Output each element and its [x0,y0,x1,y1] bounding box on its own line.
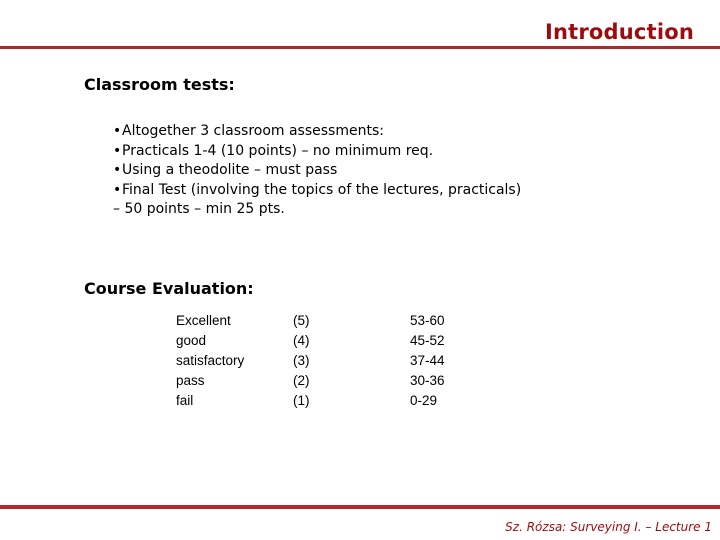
grade-range: 53-60 [410,313,445,328]
bullet-icon: • [113,181,122,198]
table-row [176,351,476,371]
table-row [176,311,476,331]
grade-mark: (3) [293,353,310,368]
grade-table [176,311,476,411]
grade-name: fail [176,393,194,408]
title-divider [0,46,720,49]
grade-range: 30-36 [410,373,445,388]
table-row [176,391,476,411]
list-item-text: Final Test (involving the topics of the lectures, practicals) [122,181,522,198]
grade-name: satisfactory [176,353,245,368]
grade-range: 45-52 [410,333,445,348]
bullet-icon: • [113,142,122,159]
footer-divider [0,505,720,509]
list-item-continuation: – 50 points – min 25 pts. [113,201,285,217]
grade-mark: (5) [293,313,310,328]
bullet-icon: • [113,162,122,178]
grade-name: good [176,333,207,348]
grade-range: 0-29 [410,393,438,408]
list-item [113,122,521,142]
grade-name: Excellent [176,313,231,328]
bullet-icon: • [113,123,122,139]
list-item [113,142,521,162]
classroom-tests-heading: Classroom tests: [84,75,235,94]
list-item-text: Using a theodolite – must pass [122,162,338,178]
footer-text: Sz. Rózsa: Surveying I. – Lecture 1 [505,520,712,534]
list-item [113,161,521,181]
list-item [113,181,521,201]
list-item-text: Altogether 3 classroom assessments: [122,123,384,139]
grade-mark: (2) [293,373,310,388]
classroom-tests-list [113,122,521,220]
course-evaluation-heading: Course Evaluation: [84,279,254,298]
table-row [176,371,476,391]
slide-title: Introduction [544,20,694,44]
grade-mark: (1) [293,393,310,408]
table-row [176,331,476,351]
list-item-text: Practicals 1-4 (10 points) – no minimum req. [122,142,434,159]
grade-range: 37-44 [410,353,445,368]
grade-mark: (4) [293,333,310,348]
grade-name: pass [176,373,205,388]
